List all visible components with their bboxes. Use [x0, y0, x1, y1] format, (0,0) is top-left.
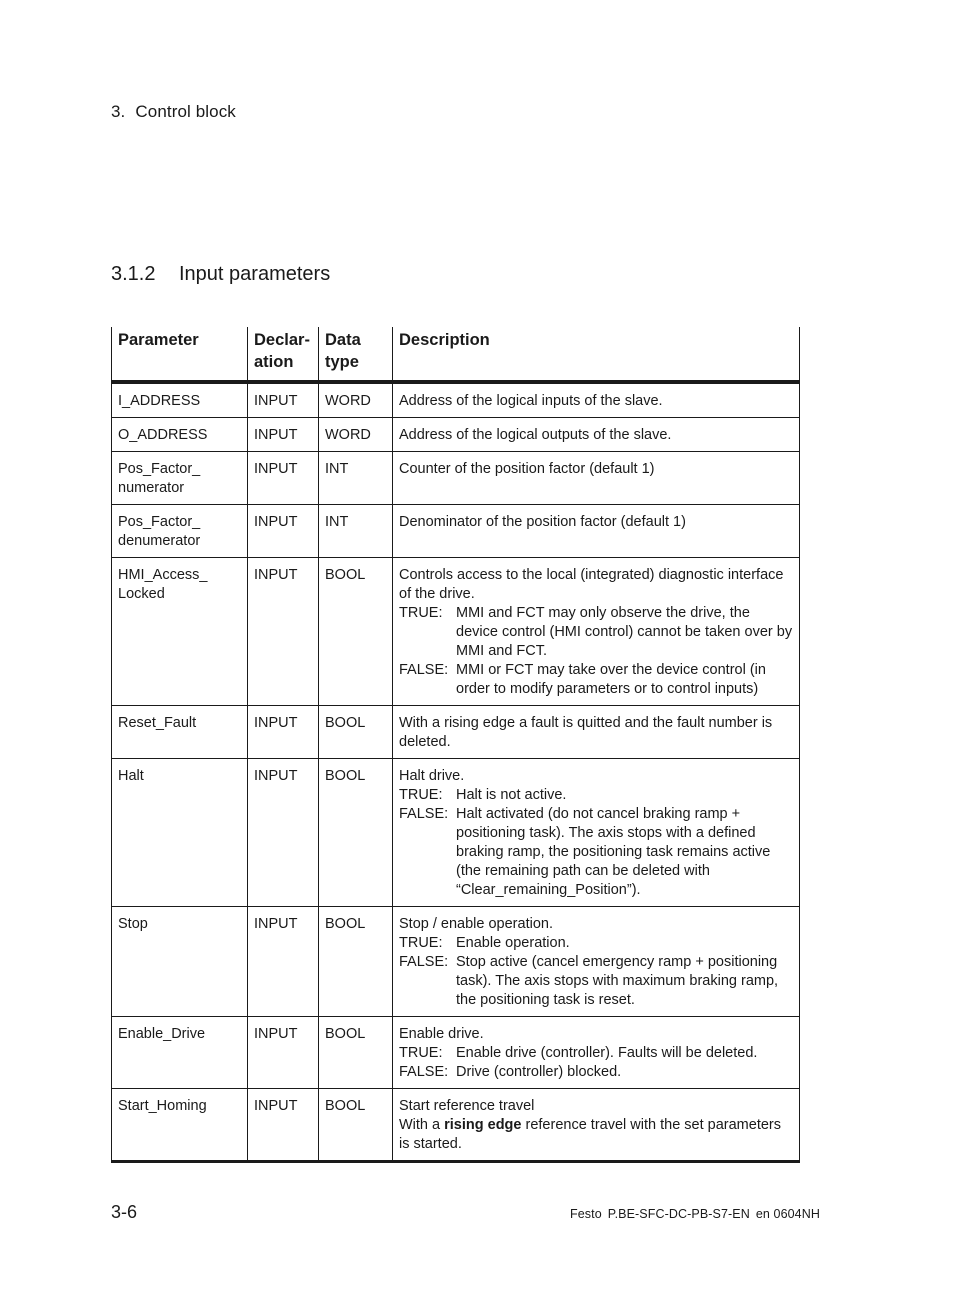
description-cell: Address of the logical outputs of the slave. — [393, 418, 800, 452]
description-cell: Enable drive. TRUE: Enable drive (controller). Faults will be deleted. FALSE: Drive (controller) blocked. — [393, 1017, 800, 1089]
data-type-cell: BOOL — [319, 706, 393, 759]
footer-doc-id: P.BE-SFC-DC-PB-S7-EN — [607, 1207, 750, 1221]
chapter-title: Control block — [135, 102, 236, 121]
footer-brand: Festo — [570, 1207, 602, 1221]
description-cell: Controls access to the local (integrated) diagnostic interface of the drive. TRUE: MMI and FCT may only observe the drive, the device control (HMI control) cannot be taken over by MMI and FCT. FALSE: MMI or FCT may take over the device control (in order to modify parameters or to control inputs) — [393, 558, 800, 706]
data-type-cell: BOOL — [319, 759, 393, 907]
data-type-cell: BOOL — [319, 1089, 393, 1162]
true-entry: TRUE: MMI and FCT may only observe the drive, the device control (HMI control) cannot be taken over by MMI and FCT. — [399, 605, 793, 659]
footer-edition: en 0604NH — [755, 1207, 820, 1221]
chapter-number: 3. — [111, 102, 126, 121]
header-declaration: Declar- ation — [248, 327, 319, 382]
parameter-cell: I_ADDRESS — [112, 382, 248, 418]
table-header-row — [112, 327, 800, 382]
table-row — [112, 505, 800, 558]
declaration-cell: INPUT — [248, 505, 319, 558]
input-parameters-table — [111, 327, 800, 1163]
table-row — [112, 759, 800, 907]
header-description: Description — [393, 327, 800, 382]
parameter-cell: O_ADDRESS — [112, 418, 248, 452]
description-cell: Counter of the position factor (default 1) — [393, 452, 800, 505]
description-cell: Address of the logical inputs of the slave. — [393, 382, 800, 418]
header-data-type: Data type — [319, 327, 393, 382]
data-type-cell: BOOL — [319, 1017, 393, 1089]
parameter-cell: Pos_Factor_ numerator — [112, 452, 248, 505]
section-title: Input parameters — [179, 263, 331, 285]
page-number: 3-6 — [111, 1202, 138, 1222]
parameter-cell: HMI_Access_ Locked — [112, 558, 248, 706]
parameter-cell: Pos_Factor_ denumerator — [112, 505, 248, 558]
header-parameter: Parameter — [112, 327, 248, 382]
declaration-cell: INPUT — [248, 382, 319, 418]
data-type-cell: BOOL — [319, 907, 393, 1017]
declaration-cell: INPUT — [248, 907, 319, 1017]
false-entry: FALSE: Stop active (cancel emergency ramp + positioning task). The axis stops with maximum braking ramp, the positioning task is reset. — [399, 954, 779, 1008]
table-row — [112, 418, 800, 452]
parameter-cell: Start_Homing — [112, 1089, 248, 1162]
declaration-cell: INPUT — [248, 759, 319, 907]
declaration-cell: INPUT — [248, 418, 319, 452]
parameter-cell: Enable_Drive — [112, 1017, 248, 1089]
table-row — [112, 907, 800, 1017]
false-entry: FALSE: Halt activated (do not cancel braking ramp + positioning task). The axis stops with a defined braking ramp, the positioning task remains active (the remaining path can be deleted with “Clear_remaining_Position”). — [399, 806, 771, 898]
false-entry: FALSE: MMI or FCT may take over the device control (in order to modify parameters or to control inputs) — [399, 662, 766, 697]
parameter-cell: Stop — [112, 907, 248, 1017]
declaration-cell: INPUT — [248, 452, 319, 505]
parameter-cell: Reset_Fault — [112, 706, 248, 759]
false-entry: FALSE: Drive (controller) blocked. — [399, 1064, 622, 1080]
table-row — [112, 1089, 800, 1162]
parameter-cell: Halt — [112, 759, 248, 907]
table-row — [112, 558, 800, 706]
table-row — [112, 1017, 800, 1089]
section-heading — [111, 263, 330, 286]
declaration-cell: INPUT — [248, 558, 319, 706]
true-entry: TRUE: Halt is not active. — [399, 787, 567, 803]
data-type-cell: INT — [319, 505, 393, 558]
description-cell: Start reference travel With a rising edge reference travel with the set parameters is started. — [393, 1089, 800, 1162]
table-row — [112, 452, 800, 505]
data-type-cell: BOOL — [319, 558, 393, 706]
declaration-cell: INPUT — [248, 1089, 319, 1162]
data-type-cell: WORD — [319, 418, 393, 452]
description-cell: Denominator of the position factor (default 1) — [393, 505, 800, 558]
declaration-cell: INPUT — [248, 1017, 319, 1089]
description-cell: Stop / enable operation. TRUE: Enable operation. FALSE: Stop active (cancel emergency ramp + positioning task). The axis stops with maximum braking ramp, the positioning task is reset. — [393, 907, 800, 1017]
declaration-cell: INPUT — [248, 706, 319, 759]
true-entry: TRUE: Enable drive (controller). Faults will be deleted. — [399, 1045, 758, 1061]
data-type-cell: WORD — [319, 382, 393, 418]
data-type-cell: INT — [319, 452, 393, 505]
section-number: 3.1.2 — [111, 263, 156, 285]
footer-reference — [570, 1207, 826, 1221]
table-row — [112, 706, 800, 759]
rising-edge-note: With a rising edge reference travel with the set parameters is started. — [399, 1117, 781, 1152]
description-cell: Halt drive. TRUE: Halt is not active. FALSE: Halt activated (do not cancel braking ramp + positioning task). The axis stops with a defined braking ramp, the positioning task remains active (the remaining path can be deleted with “Clear_remaining_Position”). — [393, 759, 800, 907]
chapter-header — [111, 102, 236, 122]
true-entry: TRUE: Enable operation. — [399, 935, 570, 951]
description-cell: With a rising edge a fault is quitted and the fault number is deleted. — [393, 706, 800, 759]
table-row — [112, 382, 800, 418]
